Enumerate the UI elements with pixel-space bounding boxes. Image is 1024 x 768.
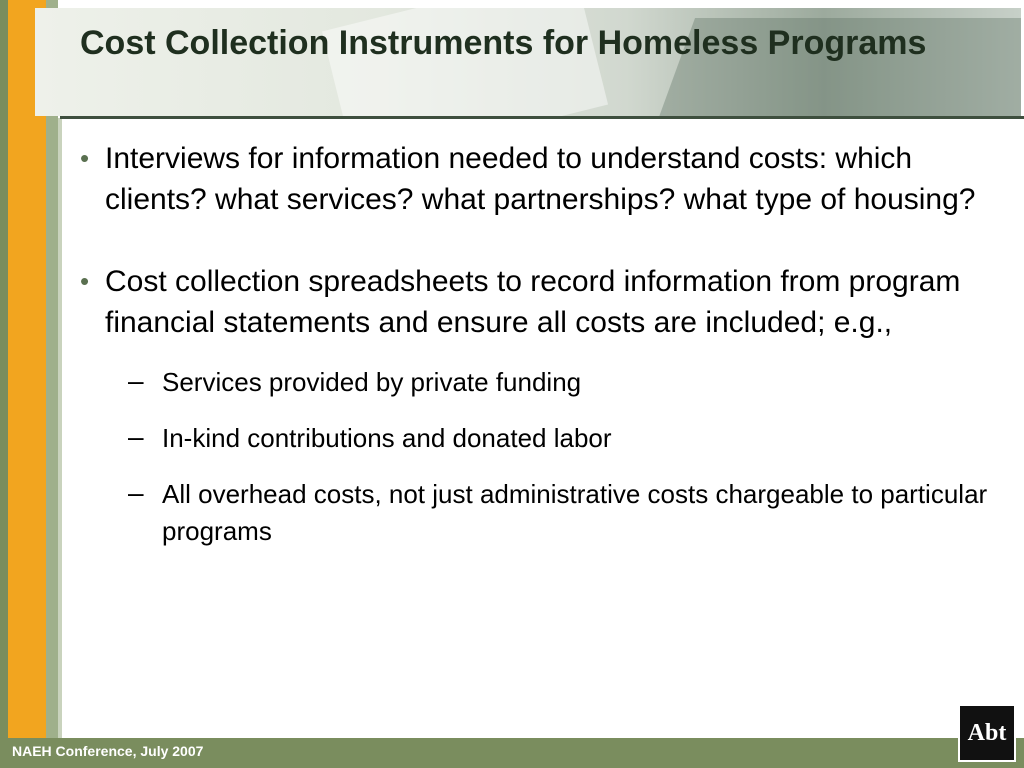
- sub-bullet-item: [80, 476, 1000, 550]
- slide-content: [80, 138, 1000, 569]
- bullet-text: Interviews for information needed to understand costs: which clients? what services? what partnerships? what type of housing?: [105, 142, 976, 216]
- sub-bullet-text: All overhead costs, not just administrative costs chargeable to particular programs: [162, 479, 988, 546]
- bullet-item: [80, 261, 1000, 343]
- slide-title: Cost Collection Instruments for Homeless Programs: [80, 24, 927, 62]
- bullet-icon: •: [80, 143, 90, 173]
- left-thin-strip: [58, 118, 62, 738]
- dash-icon: –: [128, 365, 144, 396]
- abt-logo: [958, 704, 1016, 762]
- footer-bar: [0, 738, 1024, 768]
- footer-text: NAEH Conference, July 2007: [12, 743, 204, 759]
- sub-bullet-item: [80, 364, 1000, 401]
- header-rule: [60, 116, 1024, 119]
- sub-bullet-text: Services provided by private funding: [162, 367, 582, 397]
- logo-text: Abt: [967, 719, 1007, 746]
- bullet-icon: •: [80, 266, 90, 296]
- bullet-item: [80, 138, 1000, 220]
- bullet-text: Cost collection spreadsheets to record information from program financial statements and ensure all costs are included; e.g.,: [105, 265, 961, 339]
- left-green-band: [0, 0, 8, 738]
- sub-bullet-text: In-kind contributions and donated labor: [162, 423, 612, 453]
- sub-bullet-item: [80, 420, 1000, 457]
- dash-icon: –: [128, 477, 144, 508]
- dash-icon: –: [128, 421, 144, 452]
